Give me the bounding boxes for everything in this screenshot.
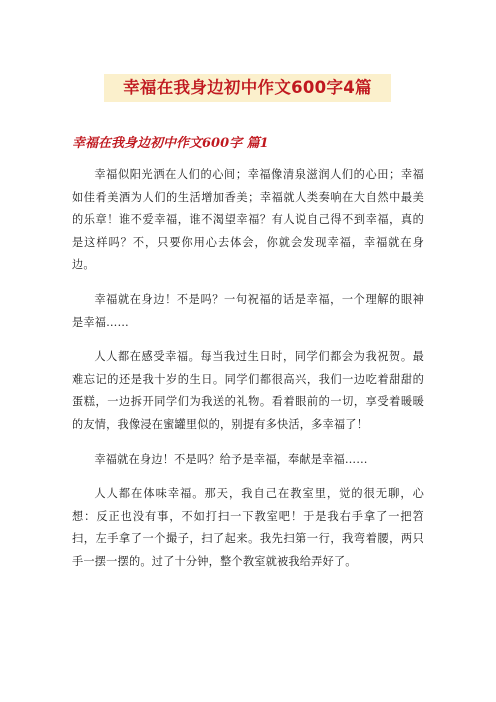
paragraph-1: 幸福似阳光洒在人们的心间；幸福像清泉滋润人们的心田；幸福如佳肴美酒为人们的生活增加香美；幸福就人类奏响在大自然中最美的乐章！谁不爱幸福，谁不渴望幸福？有人说自己得不到幸福，真的是这样吗？不，只要你用心去体会，你就会发现幸福，幸福就在身边。 — [72, 168, 424, 272]
body-text — [72, 164, 424, 586]
paragraph-4: 幸福就在身边！不是吗？给予是幸福，奉献是幸福…… — [94, 452, 368, 466]
paragraph-5: 人人都在体味幸福。那天，我自己在教室里，觉的很无聊，心想：反正也没有事，不如打扫一下教室吧！于是我右手拿了一把笤扫，左手拿了一个撮子，扫了起来。我先扫第一行，我弯着腰，两只手一摆一摆的。过了十分钟，整个教室就被我给弄好了。 — [72, 487, 424, 568]
section-heading: 幸福在我身边初中作文600字 篇1 — [72, 136, 269, 151]
paragraph-2: 幸福就在身边！不是吗？一句祝福的话是幸福，一个理解的眼神是幸福…… — [72, 292, 424, 329]
paragraph-3: 人人都在感受幸福。每当我过生日时，同学们都会为我祝贺。最难忘记的还是我十岁的生日。同学们都很高兴，我们一边吃着甜甜的蛋糕，一边拆开同学们为我送的礼物。看着眼前的一切，享受着暖暖的友情，我像浸在蜜罐里似的，别提有多快活，多幸福了！ — [72, 350, 424, 431]
document-title: 幸福在我身边初中作文600字4篇 — [104, 74, 391, 102]
